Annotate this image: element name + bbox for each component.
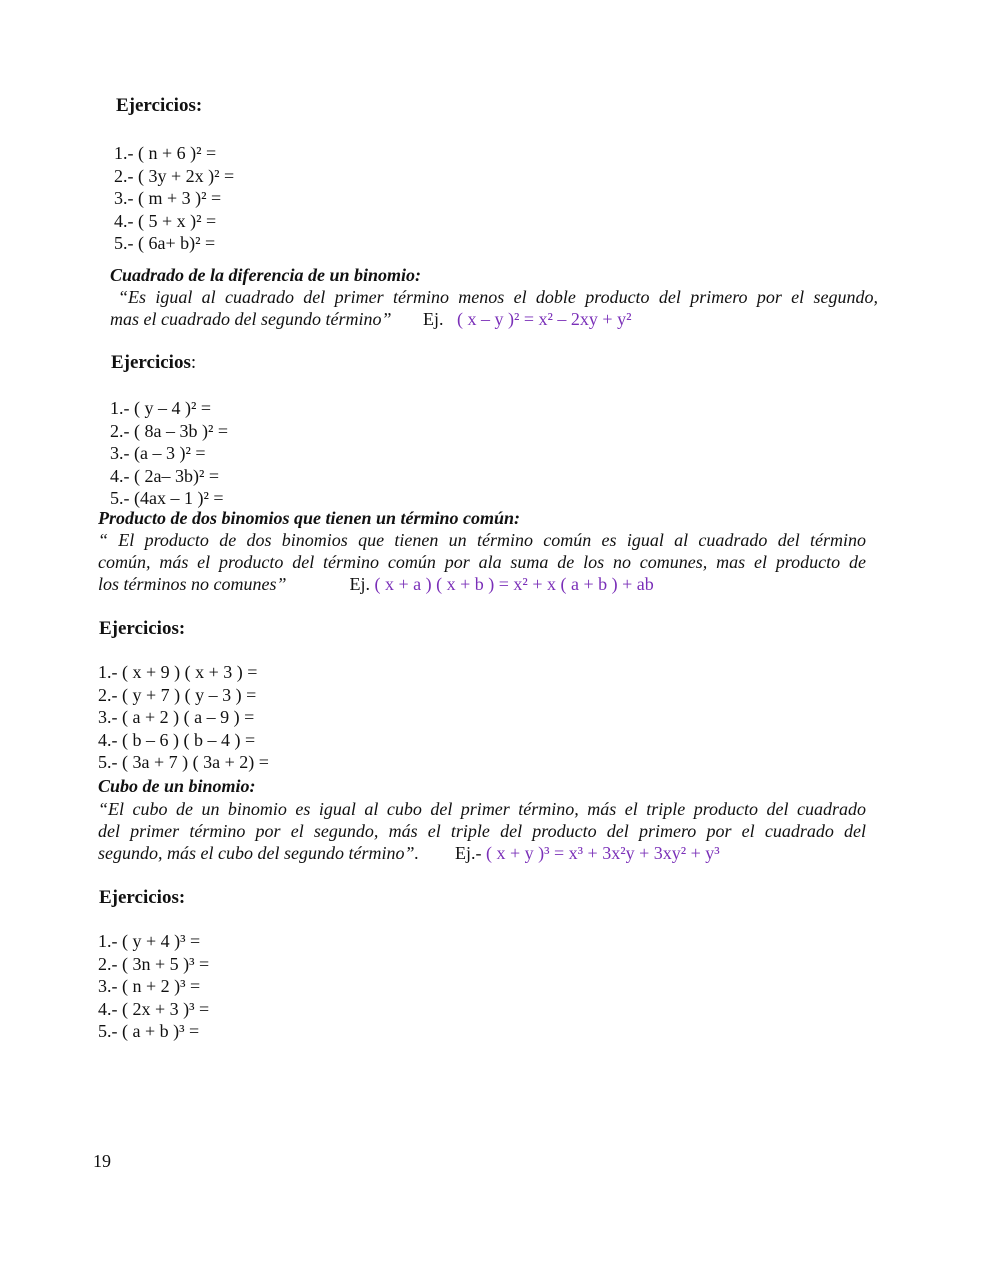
exercise-item: 1.- ( n + 6 )² = <box>114 143 217 163</box>
rule-line: “El cubo de un binomio es igual al cubo del primer término, más el triple producto del cuadrado <box>98 799 866 819</box>
rule-line: segundo, más el cubo del segundo término”. <box>98 843 419 863</box>
page-number: 19 <box>93 1151 111 1171</box>
rule-line: común, más el producto del término común por ala suma de los no comunes, mas el producto de <box>98 552 866 572</box>
rule-line: “ El producto de dos binomios que tienen un término común es igual al cuadrado del término <box>98 530 866 550</box>
section-title-binomial-cube: Cubo de un binomio: <box>98 776 256 796</box>
exercises-heading-4: Ejercicios: <box>99 887 186 908</box>
rule-paragraph-common-term-product <box>98 529 866 595</box>
rule-line-last <box>110 308 878 330</box>
exercise-item: 3.- (a – 3 )² = <box>110 443 206 463</box>
section-title-difference-square: Cuadrado de la diferencia de un binomio: <box>110 265 422 285</box>
exercise-item: 1.- ( y + 4 )³ = <box>98 931 201 951</box>
exercise-item: 2.- ( y + 7 ) ( y – 3 ) = <box>98 684 257 705</box>
exercise-list-3 <box>98 661 269 774</box>
exercise-item: 3.- ( n + 2 )³ = <box>98 976 201 996</box>
exercises-heading-colon: : <box>190 352 197 373</box>
rule-paragraph-difference-square <box>110 286 878 330</box>
example-formula: ( x + y )³ = x³ + 3x²y + 3xy² + y³ <box>485 843 720 863</box>
rule-paragraph-binomial-cube <box>98 798 866 864</box>
rule-line-last <box>98 573 866 595</box>
exercise-item: 4.- ( 2a– 3b)² = <box>110 465 220 486</box>
rule-line: del primer término por el segundo, más el triple del producto del primero por el cuadrado del <box>98 821 866 841</box>
exercise-item: 5.- ( 6a+ b)² = <box>114 233 216 253</box>
example-label: Ej.- <box>454 843 482 863</box>
exercises-heading-1: Ejercicios: <box>116 95 203 116</box>
rule-line: los términos no comunes” <box>98 574 287 594</box>
exercise-item: 4.- ( b – 6 ) ( b – 4 ) = <box>98 729 256 750</box>
exercise-list-4 <box>98 930 209 1043</box>
section-title-common-term-product: Producto de dos binomios que tienen un término común: <box>98 508 521 528</box>
exercises-heading-3: Ejercicios: <box>99 618 186 639</box>
exercise-item: 2.- ( 8a – 3b )² = <box>110 420 229 441</box>
exercises-heading-2 <box>111 352 196 374</box>
exercise-item: 2.- ( 3y + 2x )² = <box>114 165 235 186</box>
rule-line-last <box>98 842 866 864</box>
exercise-item: 5.- ( a + b )³ = <box>98 1021 200 1041</box>
exercise-item: 1.- ( x + 9 ) ( x + 3 ) = <box>98 662 258 682</box>
exercise-item: 2.- ( 3n + 5 )³ = <box>98 953 210 974</box>
example-label: Ej. <box>422 309 444 329</box>
rule-line: “Es igual al cuadrado del primer término menos el doble producto del primero por el segundo, <box>118 287 878 307</box>
exercise-item: 5.- (4ax – 1 )² = <box>110 488 224 508</box>
exercise-item: 4.- ( 2x + 3 )³ = <box>98 998 210 1019</box>
rule-line: mas el cuadrado del segundo término” <box>110 309 392 329</box>
exercise-item: 5.- ( 3a + 7 ) ( 3a + 2) = <box>98 752 269 772</box>
example-formula: ( x – y )² = x² – 2xy + y² <box>456 309 632 329</box>
exercise-list-2 <box>110 397 228 510</box>
example-formula: ( x + a ) ( x + b ) = x² + x ( a + b ) + ab <box>374 574 654 594</box>
exercise-item: 3.- ( a + 2 ) ( a – 9 ) = <box>98 707 255 727</box>
exercise-item: 4.- ( 5 + x )² = <box>114 210 217 231</box>
exercises-heading-text: Ejercicios <box>111 352 191 373</box>
exercise-list-1 <box>114 142 234 255</box>
exercise-item: 3.- ( m + 3 )² = <box>114 188 222 208</box>
exercise-item: 1.- ( y – 4 )² = <box>110 398 212 418</box>
example-label: Ej. <box>349 574 370 594</box>
